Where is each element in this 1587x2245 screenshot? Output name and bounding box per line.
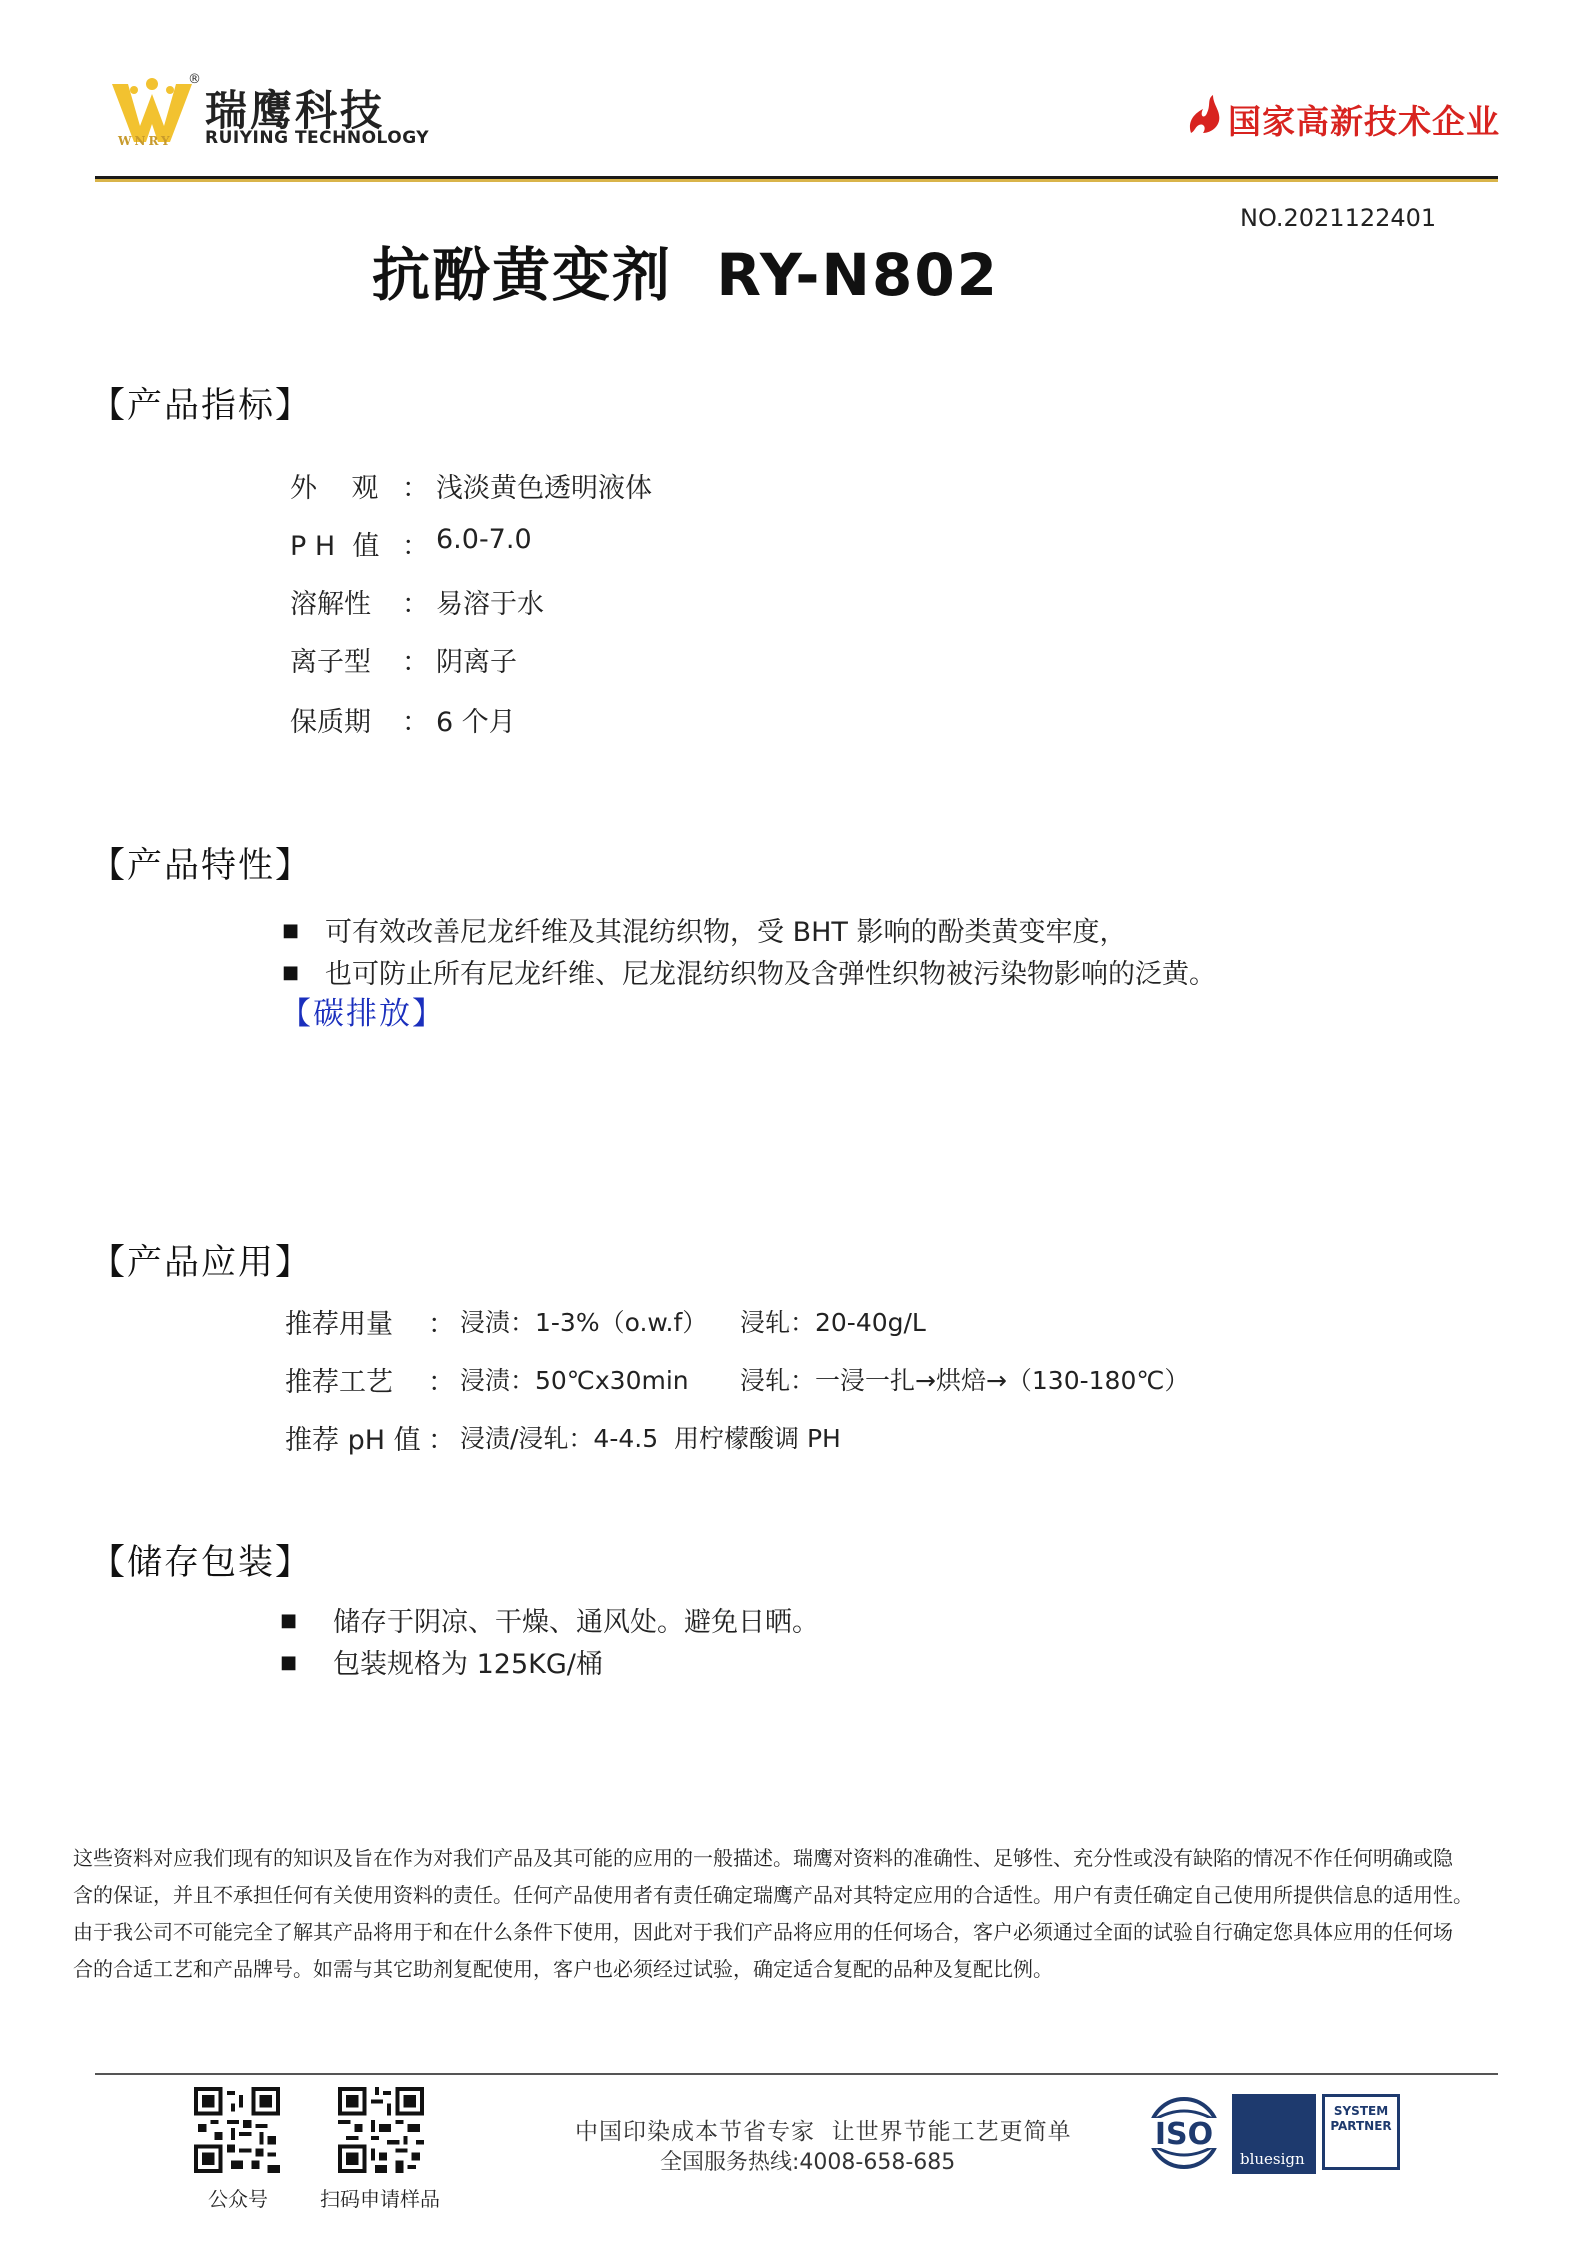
spec-colon: ： bbox=[402, 531, 429, 562]
qr-label-wechat: 公众号 bbox=[208, 2187, 268, 2211]
disclaimer-line: 这些资料对应我们现有的知识及旨在作为对我们产品及其可能的应用的一般描述。瑞鹰对资料的准确性、足够性、充分性或没有缺陷的情况不作任何明确或隐 bbox=[73, 1846, 1453, 1870]
brand-name-en: RUIYING TECHNOLOGY bbox=[205, 128, 430, 148]
spec-value-solubility: 易溶于水 bbox=[436, 589, 544, 620]
spec-colon: ： bbox=[402, 473, 429, 504]
bullet-icon: ■ bbox=[282, 962, 300, 983]
storage-item: 包装规格为 125KG/桶 bbox=[333, 1649, 603, 1680]
spec-value-ph: 6.0-7.0 bbox=[436, 524, 532, 555]
spec-colon: ： bbox=[402, 707, 429, 738]
qr-code-sample-request-icon[interactable] bbox=[338, 2087, 424, 2173]
spec-value-shelf-life: 6 个月 bbox=[436, 707, 516, 738]
section-heading-features: 【产品特性】 bbox=[90, 846, 313, 886]
hitech-badge-text: 国家高新技术企业 bbox=[1228, 102, 1500, 141]
footer-slogan: 中国印染成本节省专家 让世界节能工艺更简单 bbox=[575, 2119, 1072, 2145]
disclaimer-line: 由于我公司不可能完全了解其产品将用于和在什么条件下使用，因此对于我们产品将应用的任何场合，客户必须通过全面的试验自行确定您具体应用的任何场 bbox=[73, 1920, 1453, 1944]
partner-line: SYSTEM bbox=[1333, 2104, 1389, 2118]
header-divider-gold bbox=[95, 179, 1498, 182]
brand-name-cn: 瑞鹰科技 bbox=[205, 86, 386, 135]
bullet-icon: ■ bbox=[280, 1610, 298, 1631]
app-label-process: 推荐工艺 bbox=[285, 1367, 393, 1398]
footer-divider bbox=[95, 2073, 1498, 2075]
spec-label-shelf-life: 保质期 bbox=[290, 707, 371, 738]
disclaimer bbox=[73, 1840, 1553, 1988]
disclaimer-line: 含的保证，并且不承担任何有关使用资料的责任。任何产品使用者有责任确定瑞鹰产品对其特定应用的合适性。用户有责任确定自己使用所提供信息的适用性。 bbox=[73, 1883, 1473, 1907]
bluesign-label: bluesign bbox=[1240, 2150, 1305, 2168]
spec-value-ionic-type: 阴离子 bbox=[436, 647, 517, 678]
qr-label-sample-request: 扫码申请样品 bbox=[320, 2187, 440, 2211]
app-colon: ： bbox=[428, 1367, 455, 1398]
storage-item: 储存于阴凉、干燥、通风处。避免日晒。 bbox=[333, 1607, 819, 1638]
section-heading-indicators: 【产品指标】 bbox=[90, 386, 313, 426]
document-number: NO.2021122401 bbox=[1240, 204, 1437, 232]
section-heading-storage: 【储存包装】 bbox=[90, 1543, 313, 1583]
feature-item: 也可防止所有尼龙纤维、尼龙混纺织物及含弹性织物被污染物影响的泛黄。 bbox=[325, 959, 1216, 990]
app-colon: ： bbox=[428, 1309, 455, 1340]
app-dosage-pad: 浸轧：20-40g/L bbox=[740, 1308, 926, 1337]
app-label-dosage: 推荐用量 bbox=[285, 1309, 393, 1340]
partner-line: PARTNER bbox=[1330, 2119, 1392, 2133]
app-ph-value: 浸渍/浸轧：4-4.5 用柠檬酸调 PH bbox=[460, 1424, 841, 1453]
system-partner-text bbox=[1322, 2104, 1400, 2134]
footer-hotline: 全国服务热线:4008-658-685 bbox=[660, 2150, 956, 2175]
spec-label-ph: P H 值 bbox=[290, 531, 380, 562]
section-heading-application: 【产品应用】 bbox=[90, 1243, 313, 1283]
bullet-icon: ■ bbox=[280, 1652, 298, 1673]
app-dosage-dip: 浸渍：1-3%（o.w.f） bbox=[460, 1308, 708, 1337]
spec-label-ionic-type: 离子型 bbox=[290, 647, 371, 678]
disclaimer-line: 合的合适工艺和产品牌号。如需与其它助剂复配使用，客户也必须经过试验，确定适合复配的品种及复配比例。 bbox=[73, 1957, 1053, 1981]
spec-label-appearance: 外 观 bbox=[290, 473, 379, 504]
carbon-emission-heading: 【碳排放】 bbox=[280, 996, 445, 1032]
spec-label-solubility: 溶解性 bbox=[290, 589, 371, 620]
spec-value-appearance: 浅淡黄色透明液体 bbox=[436, 473, 652, 504]
app-process-dip: 浸渍：50℃x30min bbox=[460, 1366, 689, 1395]
app-label-ph: 推荐 pH 值 bbox=[285, 1425, 421, 1456]
iso-label: ISO bbox=[1154, 2117, 1214, 2152]
bullet-icon: ■ bbox=[282, 920, 300, 941]
spec-colon: ： bbox=[402, 647, 429, 678]
registered-mark: ® bbox=[188, 72, 201, 87]
app-colon: ： bbox=[428, 1425, 455, 1456]
feature-item: 可有效改善尼龙纤维及其混纺织物，受 BHT 影响的酚类黄变牢度， bbox=[325, 917, 1127, 948]
iso-logo-icon bbox=[1140, 2094, 1228, 2172]
brand-wnry: WNRY bbox=[118, 134, 173, 148]
spec-colon: ： bbox=[402, 589, 429, 620]
app-process-pad: 浸轧：一浸一扎→烘焙→（130-180℃） bbox=[740, 1366, 1190, 1395]
hitech-flame-icon bbox=[1185, 95, 1223, 135]
qr-code-wechat-icon[interactable] bbox=[194, 2087, 280, 2173]
page-title: 抗酚黄变剂 RY-N802 bbox=[372, 241, 1000, 309]
